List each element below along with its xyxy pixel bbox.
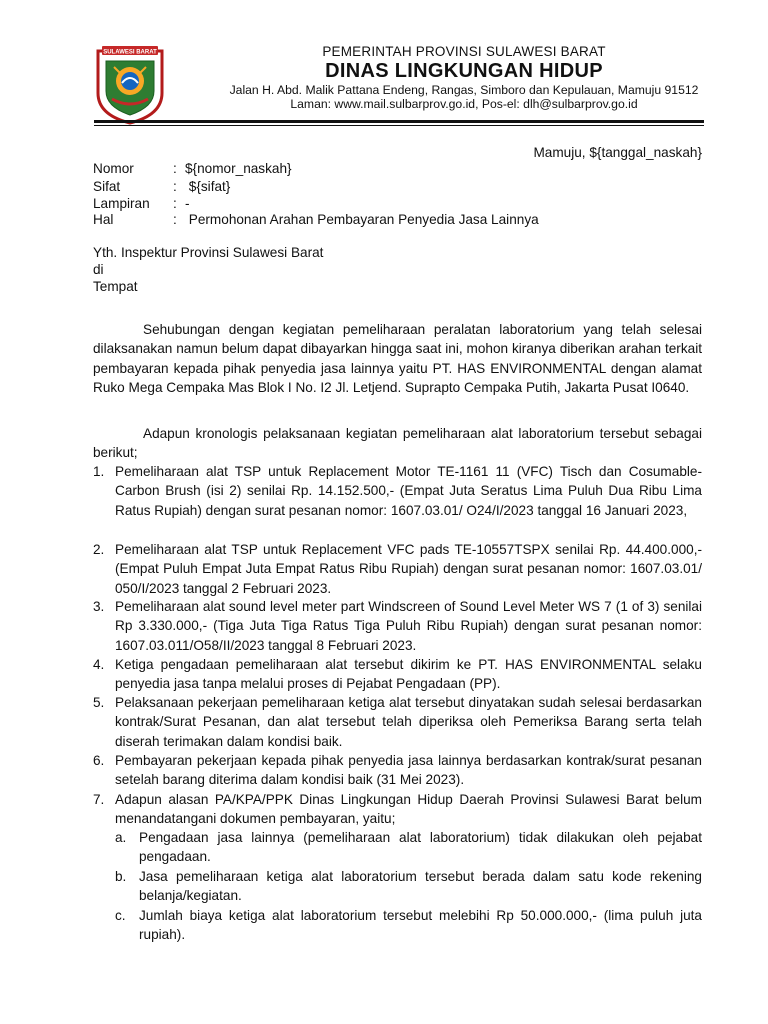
list-item-text: Pemeliharaan alat TSP untuk Replacement VFC pads TE-10557TSPX senilai Rp. 44.400.000,- (Empat Puluh Empat Juta Empat Ratus Ribu Rupiah) dengan surat pesanan nomor: 1607.03.01/ 050/I/2023 tanggal 2 Februari 2023. (115, 542, 702, 596)
meta-nomor-label: Nomor (93, 161, 134, 176)
list-item-number: 1. (93, 464, 105, 479)
list-item (93, 751, 702, 790)
meta-hal-label: Hal (93, 212, 114, 227)
list-item-text: Pembayaran pekerjaan kepada pihak penyedia jasa lainnya berdasarkan kontrak/surat pesanan setelah barang diterima dalam kondisi baik (31 Mei 2023). (115, 753, 702, 788)
recipient-place: Tempat (93, 279, 138, 294)
list-item (93, 693, 702, 751)
sub-list-item-letter: a. (115, 830, 127, 845)
body-paragraph-2: Adapun kronologis pelaksanaan kegiatan pemeliharaan alat laboratorium tersebut sebagai berikut; (93, 426, 702, 461)
meta-sifat-label: Sifat (93, 179, 121, 194)
body-paragraph-1: Sehubungan dengan kegiatan pemeliharaan peralatan laboratorium yang telah selesai dilaksanakan namun belum dapat dibayarkan hingga saat ini, mohon kiranya diberikan arahan terkait pembayaran kepada pihak penyedia jasa lainnya yaitu PT. HAS ENVIRONMENTAL dengan alamat Ruko Mega Cempaka Mas Blok I No. I2 Jl. Letjend. Suprapto Cempaka Putih, Jakarta Pusat I0640. (93, 322, 702, 396)
sub-list-item (115, 906, 702, 945)
list-item (93, 462, 702, 520)
sub-list-item-text: Jasa pemeliharaan ketiga alat laboratorium tersebut berada dalam satu kode rekening belanja/kegiatan. (139, 869, 702, 904)
letterhead-divider-thin (94, 125, 704, 126)
list-item (93, 597, 702, 655)
meta-lampiran-label: Lampiran (93, 196, 150, 211)
agency-name: DINAS LINGKUNGAN HIDUP (325, 60, 603, 82)
meta-hal: Hal : Permohonan Arahan Pembayaran Penyedia Jasa Lainnya (93, 210, 539, 229)
list-item-number: 2. (93, 542, 105, 557)
meta-lampiran: Lampiran : - (93, 194, 190, 213)
list-item (93, 655, 702, 694)
sub-list-item-letter: c. (115, 908, 126, 923)
sub-list-item (115, 867, 702, 906)
government-name: PEMERINTAH PROVINSI SULAWESI BARAT (322, 44, 606, 59)
list-item-number: 5. (93, 695, 105, 710)
meta-nomor: Nomor : ${nomor_naskah} (93, 159, 292, 178)
list-item-number: 7. (93, 792, 105, 807)
list-item-number: 3. (93, 599, 105, 614)
sub-list-item-letter: b. (115, 869, 127, 884)
meta-hal-value: Permohonan Arahan Pembayaran Penyedia Jasa Lainnya (185, 212, 539, 227)
recipient-line: Yth. Inspektur Provinsi Sulawesi Barat (93, 245, 324, 260)
sub-list-item-text: Jumlah biaya ketiga alat laboratorium tersebut melebihi Rp 50.000.000,- (lima puluh juta rupiah). (139, 908, 702, 943)
meta-lampiran-value: - (185, 196, 190, 211)
meta-sifat: Sifat : ${sifat} (93, 177, 230, 196)
sub-list-item (115, 828, 702, 867)
list-item-text: Pelaksanaan pekerjaan pemeliharaan ketiga alat tersebut dinyatakan sudah selesai berdasarkan kontrak/Surat Pesanan, dan alat tersebut telah diperiksa oleh Pemeriksa Barang serta telah diserah terimakan dalam kondisi baik. (115, 695, 702, 749)
letterhead-divider-thick (94, 120, 704, 123)
list-item-text: Adapun alasan PA/KPA/PPK Dinas Lingkungan Hidup Daerah Provinsi Sulawesi Barat belum menandatangani dokumen pembayaran, yaitu; (115, 792, 702, 827)
logo-banner-text: SULAWESI BARAT (103, 49, 157, 56)
list-item-number: 4. (93, 657, 105, 672)
list-item (93, 540, 702, 598)
list-item (93, 790, 702, 829)
meta-sifat-value: ${sifat} (185, 179, 231, 194)
meta-nomor-value: ${nomor_naskah} (185, 161, 292, 176)
recipient-di: di (93, 262, 104, 277)
list-item-text: Pemeliharaan alat sound level meter part Windscreen of Sound Level Meter WS 7 (1 of 3) senilai Rp 3.330.000,- (Tiga Juta Tiga Ratus Tiga Puluh Ribu Rupiah) dengan surat pesanan nomor: 1607.03.011/O58/II/2023 tanggal 8 Februari 2023. (115, 599, 702, 653)
list-item-number: 6. (93, 753, 105, 768)
list-item-text: Pemeliharaan alat TSP untuk Replacement Motor TE-1161 11 (VFC) Tisch dan Cosumable-Carbon Brush (isi 2) senilai Rp. 14.152.500,- (Empat Juta Seratus Lima Puluh Dua Ribu Lima Ratus Rupiah) dengan surat pesanan nomor: 1607.03.01/ O24/I/2023 tanggal 16 Januari 2023, (115, 464, 702, 518)
provincial-emblem-logo (94, 43, 166, 125)
list-item-text: Ketiga pengadaan pemeliharaan alat tersebut dikirim ke PT. HAS ENVIRONMENTAL selaku penyedia jasa tanpa melalui proses di Pejabat Pengadaan (PP). (115, 657, 702, 692)
agency-contact: Laman: www.mail.sulbarprov.go.id, Pos-el: dlh@sulbarprov.go.id (290, 97, 638, 111)
place-date: Mamuju, ${tanggal_naskah} (533, 145, 702, 160)
agency-address: Jalan H. Abd. Malik Pattana Endeng, Rangas, Simboro dan Kepulauan, Mamuju 91512 (229, 83, 699, 97)
sub-list-item-text: Pengadaan jasa lainnya (pemeliharaan alat laboratorium) tidak dilakukan oleh pejabat pengadaan. (139, 830, 702, 865)
